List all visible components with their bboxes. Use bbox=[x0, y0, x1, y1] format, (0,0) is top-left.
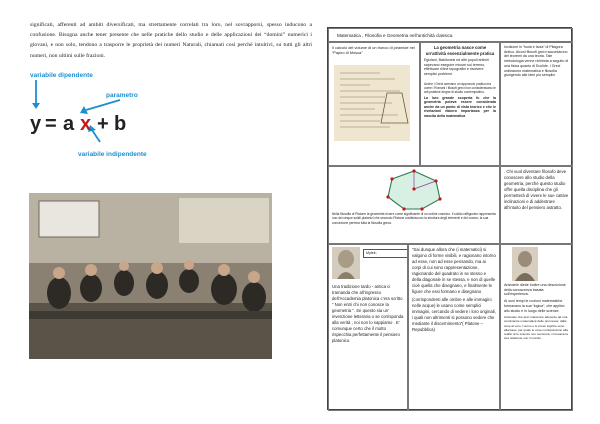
republic-quote-p1: “Sai dunque allora che (i matematici) si valgono di forme visibili, e ragionano intorno ad esse, non ad esse pensando, ma ai corpi di cui sono rappresentazione, ragionando del quadrato in se stesso e della diagonale in se stessa, e non di quelle cioè quella che disegnano, e finalmente le figure che essi formano e disegnano bbox=[412, 247, 496, 294]
symbol-equals: = bbox=[45, 113, 57, 135]
cell-aristotle bbox=[500, 244, 573, 411]
cell-platonic-solid bbox=[328, 166, 500, 244]
symbol-b: b bbox=[114, 113, 127, 135]
cell-academy bbox=[328, 244, 408, 411]
cell-practical-geometry bbox=[420, 42, 500, 166]
parameter-label: parametro bbox=[106, 92, 138, 99]
academy-label-box bbox=[363, 249, 408, 258]
table-title-cell bbox=[328, 28, 573, 42]
linear-equation-figure bbox=[28, 70, 168, 158]
table-title: Matematica , Filosofia e Geometria nell’antichità classica bbox=[337, 33, 453, 38]
classroom-photo bbox=[29, 193, 272, 359]
pythagoras-text: Incisione in “Isola e Isola” di Pitagora Antico. Alcuni filosofi greci raccontarono dei teoremi da una teoria. Tale metodologia venne richiesta a seguito di una fisica quanto di Euclide. I Greci ordinarono matematica e filosofia giungendo alle idee più semplici bbox=[504, 45, 569, 78]
formula-svg bbox=[28, 70, 168, 158]
practical-geometry-heading: La geometria nasce come un’attività essenzialmente pratica bbox=[425, 45, 495, 56]
aristotle-p2: Ai suoi tempi le nozioni matematiche formavano la sua “logica”, che applicò allo studio e in luogo delle scienze. bbox=[504, 299, 565, 313]
aristotle-p3: Aristotele che anzi mantenne aderente ad una consistente matematica delle premesse: dalle cose al vero, l’uomo o le prove logiche sono alla base: per quale le cose corrispondono alla realtà. E le scienze con coerenza, vi trovava la sua relazione con il mondo. bbox=[504, 315, 568, 341]
symbol-y: y bbox=[30, 113, 42, 135]
symbol-x: x bbox=[80, 113, 92, 135]
republic-quote-p2: (corrispondenti alle ombre e alle immagini nelle acque) le usano come semplici immagini, cercando di vedere i loro originali, i quali non altrimenti si possono vedere che mediante il discernimento”( Platone – Repubblica) bbox=[412, 297, 496, 332]
cell-philosopher bbox=[500, 166, 573, 244]
cell-republic-quote bbox=[408, 244, 500, 411]
intro-paragraph: significati, afferenti ad ambiti diversificati, ma strettamente correlati tra loro, nel sovrapporsi, spesso inducono a confusione. Bisogna anche tener presente che nelle pratiche dello studio e delle applicazioni dei “domini” numerici i giovani, e non solo, tendono a trasporre le proprietà dei numeri Naturali, chiamati così perché intuitivi, su tutti gli altri numeri, non ultimi sulle frazioni. bbox=[30, 22, 312, 59]
moscow-papyrus-caption: Il calcolo del volume di un tronco di piramide nel “Papiro di Mosca” bbox=[332, 45, 415, 56]
dependent-variable-label: variabile dipendente bbox=[30, 72, 93, 79]
philosopher-text: . Chi vuol diventare filosofo deve conoscere allo studio della geometria, perché questo studio offre quella disciplina che gli permetterà di vivere le sue cattive inclinazioni e di addestrare all’intuito del pensiero astratto. bbox=[504, 169, 569, 210]
platonic-solid-text: Nella filosofia di Platone la geometria ricorre come significante di un ordine cosmico. Il solido raffigurato rappresenta uno dei cinque solidi platonici che secondo Platone costituiscono la struttura degli elementi e del cosmo; la sua concezione permea tutta la filosofia greca. bbox=[332, 212, 496, 225]
arrow-to-a bbox=[86, 100, 120, 110]
history-table bbox=[327, 27, 572, 410]
platonic-solid-icon bbox=[384, 169, 444, 211]
plato-bust-image bbox=[332, 247, 360, 279]
papyrus-image bbox=[332, 63, 412, 143]
academy-text: Una tradizione tardo - antica ci tramanda che all’ingresso dell’Accademia platonica c’era scritto “ Non entri chi non conosce la geometria ”. Se questo sia un’ invenzione letteraria o se corrisponda alla verità , noi non lo sappiamo . E’ comunque certo che il motto rispecchia perfettamente il pensiero platonico. bbox=[332, 284, 404, 343]
cell-moscow-papyrus bbox=[328, 42, 420, 166]
aristotle-portrait bbox=[512, 247, 538, 281]
cell-pythagoras bbox=[500, 42, 573, 166]
symbol-a: a bbox=[63, 113, 75, 135]
practical-geometry-body: Egiziani, Babilonesi ed altri popoli antichi sapevano eseguire misure sul terreno, effettuare rilievi topografici e risolvere semplici problemi. bbox=[424, 58, 489, 77]
arrow-head-y bbox=[32, 103, 40, 109]
symbol-plus: + bbox=[97, 113, 109, 135]
academy-label: Mytek; bbox=[366, 251, 377, 255]
aristotle-p1: Aristotele diede inoltre una descrizione della conoscenza basata sull’esperienza. bbox=[504, 283, 566, 297]
practical-geometry-note: Anche i Greci avevano un approccio pratico ma come i Romani i filosofi greci non consideravano le arti pratiche degne di studio contemplativo. bbox=[424, 81, 496, 95]
classroom-illustration bbox=[29, 193, 272, 359]
independent-variable-label: variabile indipendente bbox=[78, 151, 147, 158]
practical-geometry-conclusion: La loro grande scoperta fu che la geometria poteva essere considerata anche da un punto di vista teorico e che le rivelazioni ebbero importanza per la nascita della matematica bbox=[424, 95, 496, 119]
